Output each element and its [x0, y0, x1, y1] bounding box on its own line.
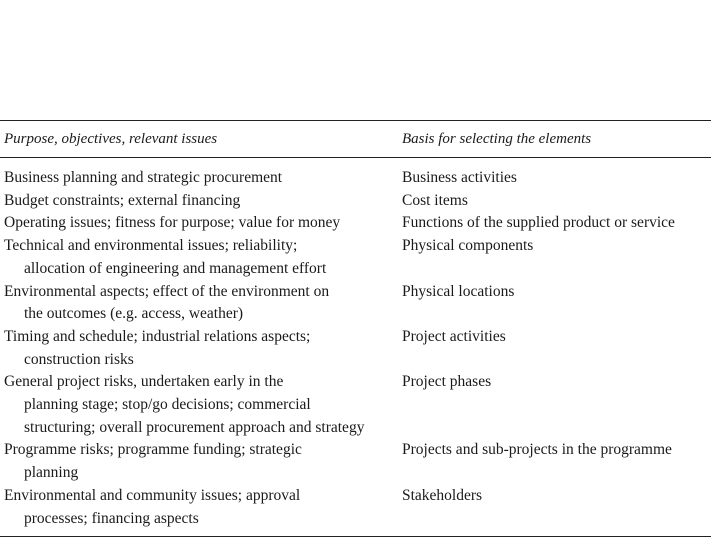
basis-cell: Cost items [402, 191, 468, 209]
purpose-cell: Timing and schedule; industrial relations aspects; construction risks [4, 327, 311, 368]
basis-cell: Stakeholders [402, 486, 483, 504]
basis-cell: Project phases [402, 373, 492, 391]
table-bottom-rule [0, 536, 711, 537]
header-purpose: Purpose, objectives, relevant issues [4, 131, 218, 147]
basis-cell: Project activities [402, 327, 506, 345]
purpose-cell: Business planning and strategic procurement [4, 169, 283, 186]
basis-cell: Projects and sub-projects in the programme [402, 441, 672, 459]
purpose-cell: Technical and environmental issues; reliability; allocation of engineering and management effort [4, 237, 327, 277]
basis-cell: Functions of the supplied product or service [402, 214, 675, 232]
purpose-cell: Programme risks; programme funding; strategic planning [4, 441, 302, 482]
purpose-cell: Budget constraints; external financing [4, 191, 241, 209]
purpose-cell: General project risks, undertaken early in the planning stage; stop/go decisions; commercial structuring; overall procurement approach and strategy [4, 373, 365, 436]
table-header-rule [0, 157, 711, 158]
purpose-cell: Environmental and community issues; approval processes; financing aspects [4, 486, 301, 527]
basis-cell: Physical components [402, 237, 534, 255]
header-basis: Basis for selecting the elements [402, 131, 592, 147]
basis-cell: Business activities [402, 169, 517, 186]
purpose-cell: Operating issues; fitness for purpose; value for money [4, 214, 341, 232]
basis-cell: Physical locations [402, 282, 515, 300]
purpose-cell: Environmental aspects; effect of the environment on the outcomes (e.g. access, weather) [4, 282, 330, 323]
table-top-rule [0, 120, 711, 121]
